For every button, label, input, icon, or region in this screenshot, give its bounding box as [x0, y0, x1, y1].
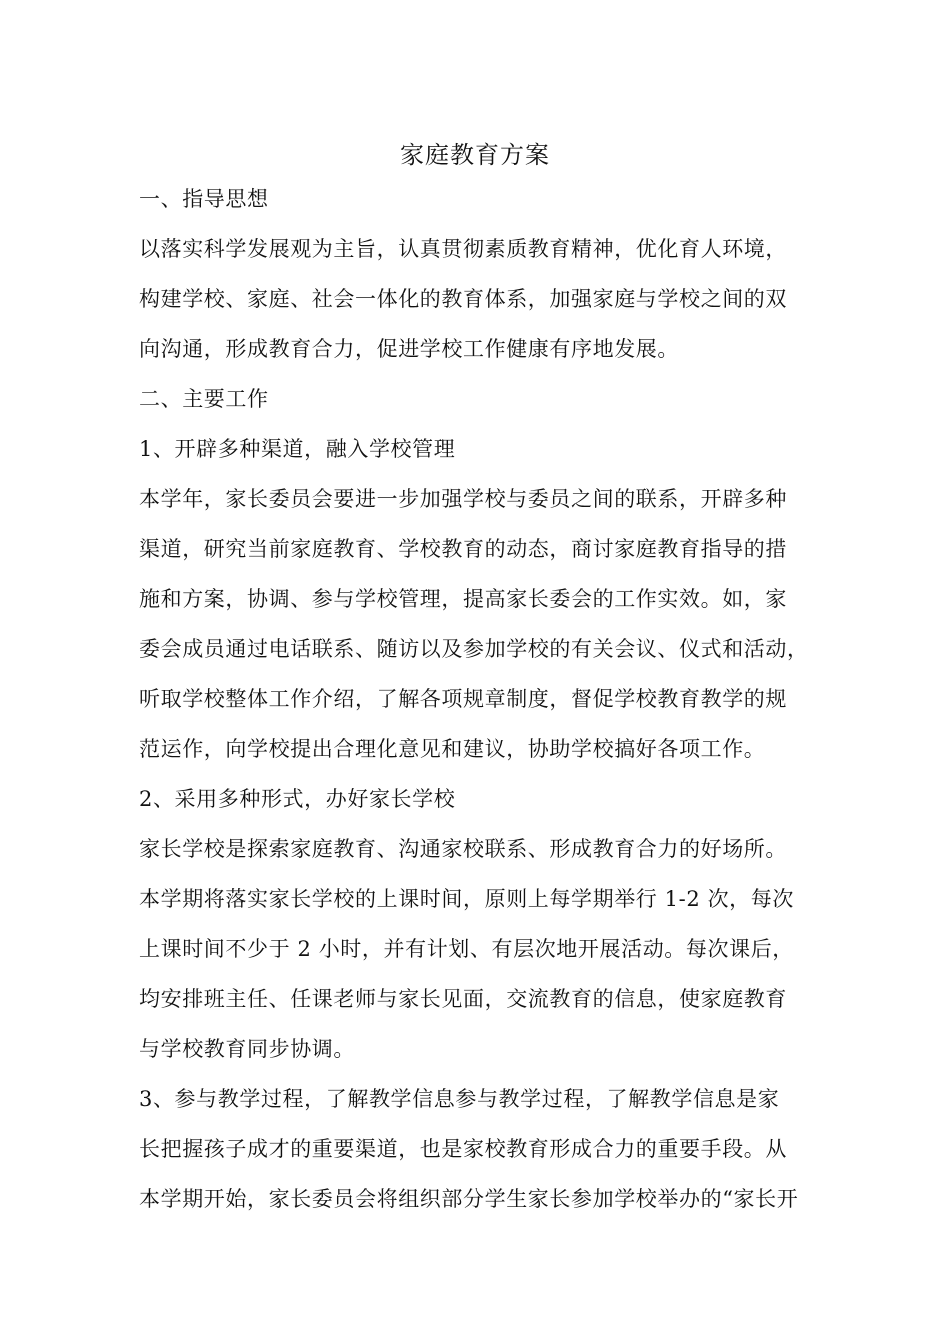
paragraph-line: 本学期开始，家长委员会将组织部分学生家长参加学校举办的“家长开: [139, 1187, 799, 1211]
heading-main-work: 二、主要工作: [139, 387, 269, 411]
paragraph-line: 构建学校、家庭、社会一体化的教育体系，加强家庭与学校之间的双: [139, 287, 787, 311]
paragraph-line: 渠道，研究当前家庭教育、学校教育的动态，商讨家庭教育指导的措: [139, 537, 787, 561]
paragraph-line: 本学期将落实家长学校的上课时间，原则上每学期举行 1-2 次，每次: [139, 887, 794, 911]
paragraph-line: 向沟通，形成教育合力，促进学校工作健康有序地发展。: [139, 337, 679, 361]
heading-guiding-ideology: 一、指导思想: [139, 187, 269, 211]
paragraph-line: 施和方案，协调、参与学校管理，提高家长委会的工作实效。如，家: [139, 587, 787, 611]
subheading-3: 3、参与教学过程，了解教学信息参与教学过程，了解教学信息是家: [139, 1087, 780, 1111]
subheading-2: 2、采用多种形式，办好家长学校: [139, 787, 456, 811]
paragraph-line: 长把握孩子成才的重要渠道，也是家校教育形成合力的重要手段。从: [139, 1137, 787, 1161]
paragraph-line: 委会成员通过电话联系、随访以及参加学校的有关会议、仪式和活动，: [139, 637, 809, 661]
paragraph-line: 与学校教育同步协调。: [139, 1037, 355, 1061]
paragraph-line: 以落实科学发展观为主旨，认真贯彻素质教育精神，优化育人环境，: [139, 237, 787, 261]
paragraph-line: 本学年，家长委员会要进一步加强学校与委员之间的联系，开辟多种: [139, 487, 787, 511]
paragraph-line: 家长学校是探索家庭教育、沟通家校联系、形成教育合力的好场所。: [139, 837, 787, 861]
paragraph-line: 范运作，向学校提出合理化意见和建议，协助学校搞好各项工作。: [139, 737, 766, 761]
paragraph-line: 上课时间不少于 2 小时，并有计划、有层次地开展活动。每次课后，: [139, 937, 794, 961]
paragraph-line: 听取学校整体工作介绍，了解各项规章制度，督促学校教育教学的规: [139, 687, 787, 711]
subheading-1: 1、开辟多种渠道，融入学校管理: [139, 437, 456, 461]
document-title: 家庭教育方案: [400, 141, 550, 169]
paragraph-line: 均安排班主任、任课老师与家长见面，交流教育的信息，使家庭教育: [139, 987, 787, 1011]
